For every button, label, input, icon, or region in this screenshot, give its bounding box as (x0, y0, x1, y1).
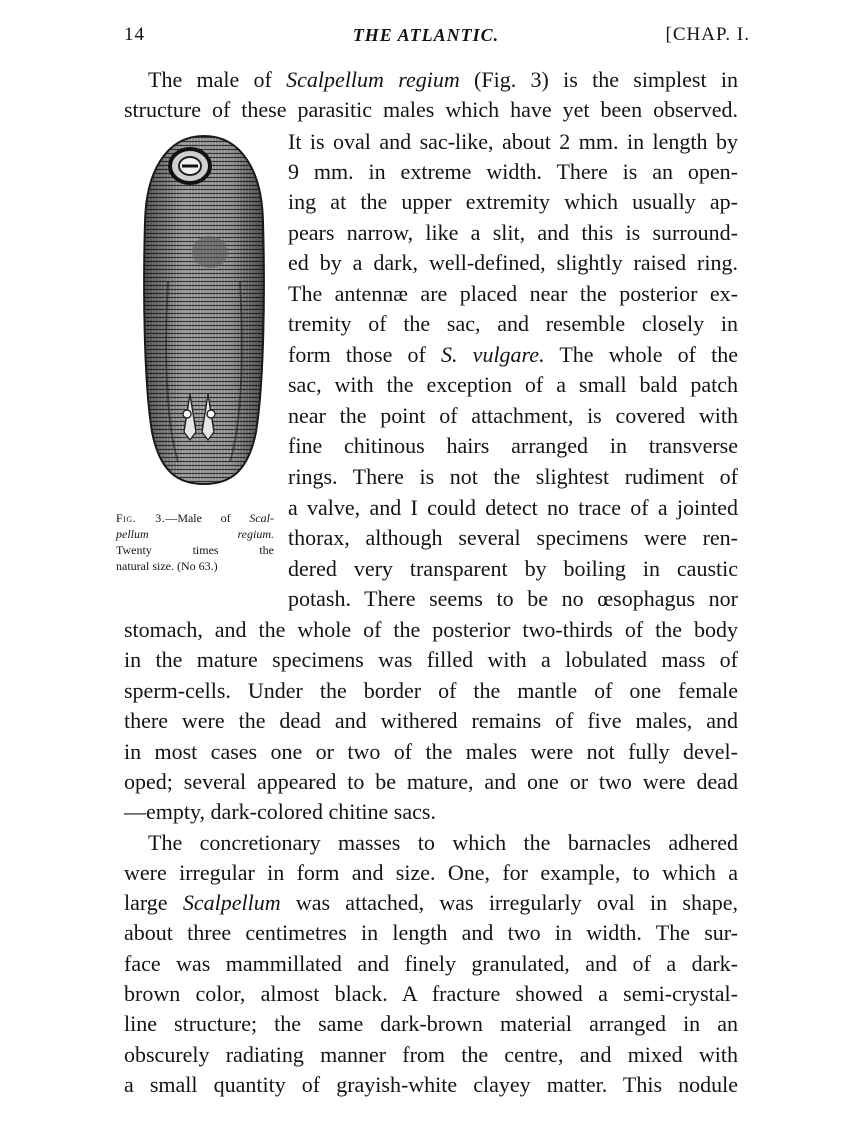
paragraph-1-line: fine chitinous hairs arranged in transverse (288, 433, 738, 458)
paragraph-1-line: near the point of attachment, is covered with (288, 403, 738, 428)
paragraph-1-line: in most cases one or two of the males were not fully devel- (124, 739, 738, 764)
paragraph-2-line: a small quantity of grayish-white clayey matter. This nodule (124, 1072, 738, 1097)
paragraph-2-line: The concretionary masses to which the barnacles adhered (148, 830, 738, 855)
paragraph-1-line: there were the dead and withered remains of five males, and (124, 708, 738, 733)
paragraph-1-line: sperm-cells. Under the border of the mantle of one female (124, 678, 738, 703)
paragraph-1-line: pears narrow, like a slit, and this is surround- (288, 220, 738, 245)
paragraph-1-line: a valve, and I could detect no trace of a jointed (288, 495, 738, 520)
paragraph-1-line: in the mature specimens was filled with a lobulated mass of (124, 647, 738, 672)
paragraph-2-line: large Scalpellum was attached, was irregularly oval in shape, (124, 890, 738, 915)
paragraph-1-line: potash. There seems to be no œsophagus nor (288, 586, 738, 611)
paragraph-1-line: oped; several appeared to be mature, and one or two were dead (124, 769, 738, 794)
paragraph-1-line: tremity of the sac, and resemble closely in (288, 311, 738, 336)
paragraph-1-line: —empty, dark-colored chitine sacs. (124, 799, 436, 824)
paragraph-1-line: The antennæ are placed near the posterior ex- (288, 281, 738, 306)
paragraph-1-line: The male of Scalpellum regium (Fig. 3) is the simplest in (148, 67, 738, 92)
paragraph-1-line: form those of S. vulgare. The whole of the (288, 342, 738, 367)
paragraph-2-line: obscurely radiating manner from the centre, and mixed with (124, 1042, 738, 1067)
paragraph-2-line: brown color, almost black. A fracture showed a semi-crystal- (124, 981, 738, 1006)
figure-label: Fig. 3. (116, 511, 166, 525)
paragraph-1-line: stomach, and the whole of the posterior two-thirds of the body (124, 617, 738, 642)
paragraph-2-line: were irregular in form and size. One, for example, to which a (124, 860, 738, 885)
paragraph-1-line: ing at the upper extremity which usually ap- (288, 189, 738, 214)
chapter-reference: [CHAP. I. (665, 24, 750, 45)
paragraph-2-line: line structure; the same dark-brown material arranged in an (124, 1011, 738, 1036)
paragraph-2-line: face was mammillated and finely granulated, and of a dark- (124, 951, 738, 976)
paragraph-1-line: 9 mm. in extreme width. There is an open- (288, 159, 738, 184)
paragraph-1-line: dered very transparent by boiling in caustic (288, 556, 738, 581)
page-number: 14 (124, 24, 145, 45)
paragraph-2-line: about three centimetres in length and two in width. The sur- (124, 920, 738, 945)
paragraph-1-line: sac, with the exception of a small bald patch (288, 372, 738, 397)
paragraph-1-line: It is oval and sac-like, about 2 mm. in length by (288, 129, 738, 154)
figure-scalpellum-male (138, 132, 270, 488)
paragraph-1-line: rings. There is not the slightest rudiment of (288, 464, 738, 489)
paragraph-1-line: ed by a dark, well-defined, slightly raised ring. (288, 250, 738, 275)
barnacle-illustration (138, 132, 270, 488)
figure-caption: Fig. 3.—Male of Scal- pellum regium. Twenty times the natural size. (No 63.) (116, 511, 274, 573)
running-title: THE ATLANTIC. (352, 25, 500, 45)
paragraph-1-line: thorax, although several specimens were ren- (288, 525, 738, 550)
paragraph-1-line: structure of these parasitic males which have yet been observed. (124, 97, 738, 122)
